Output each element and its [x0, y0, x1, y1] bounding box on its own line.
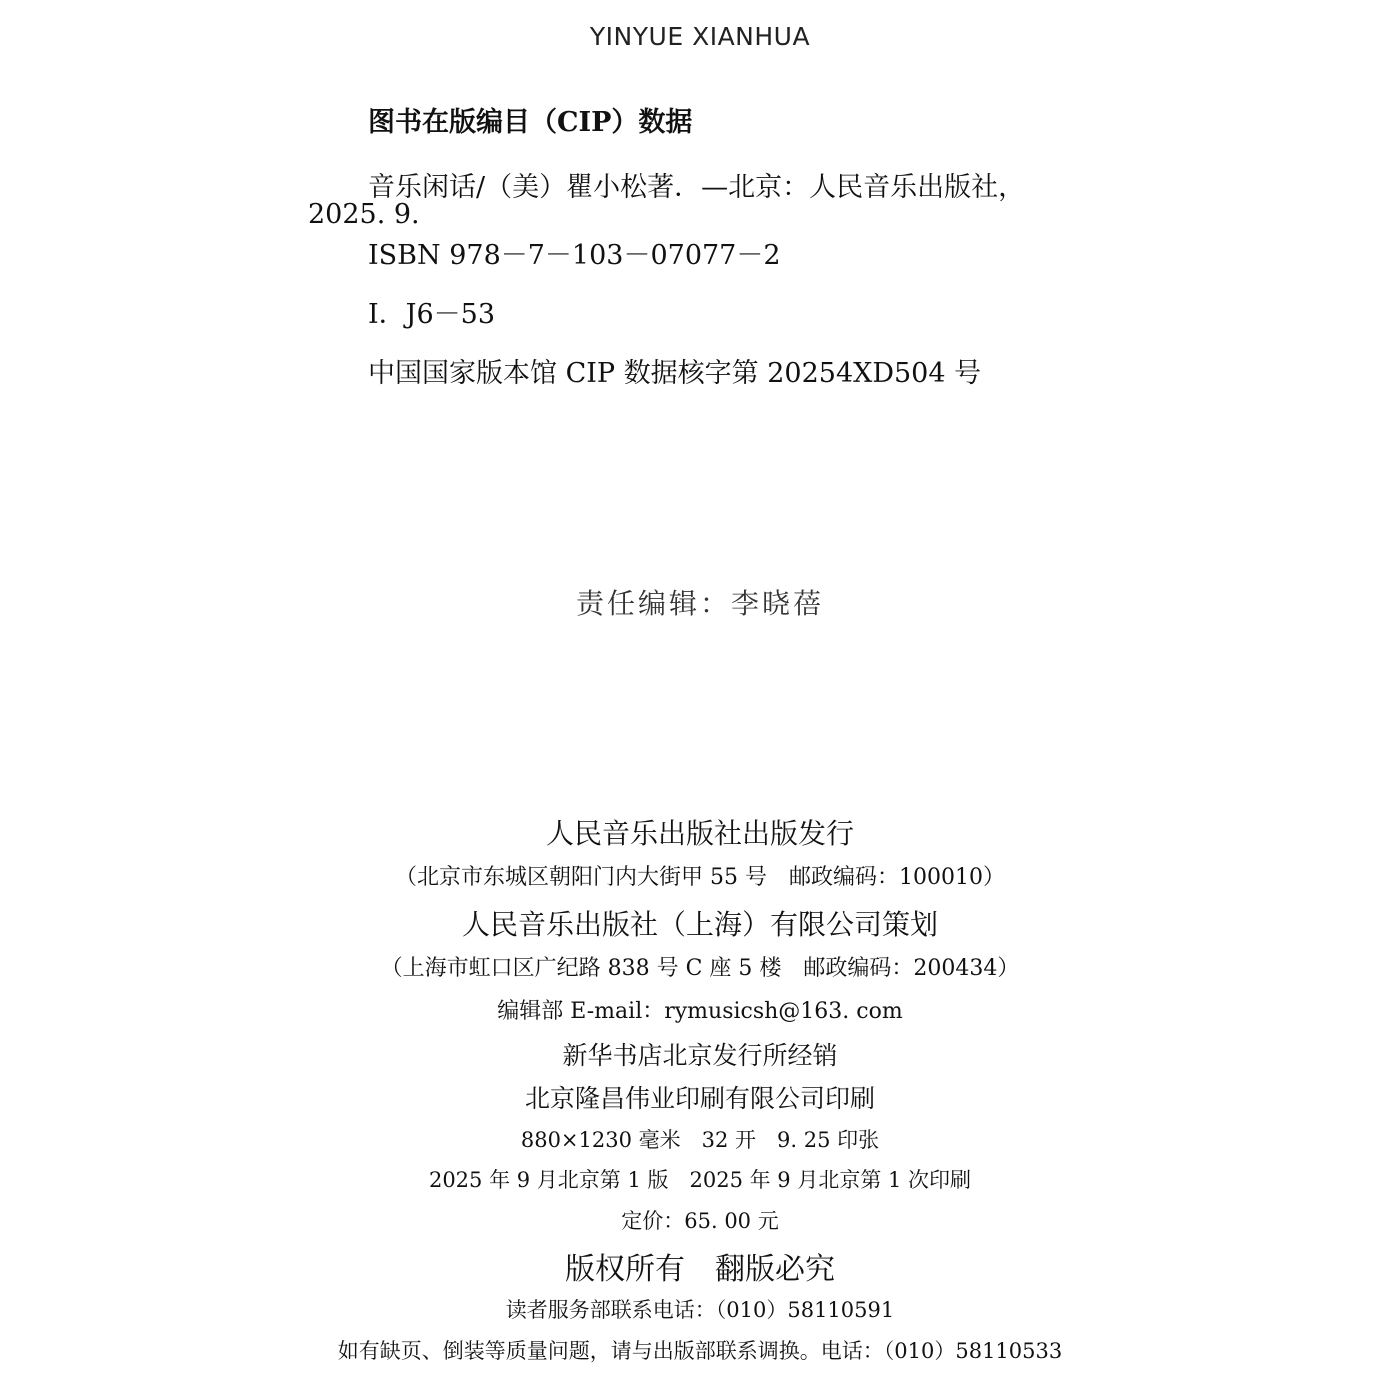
cip-description-line: 音乐闲话/（美）瞿小松著．—北京：人民音乐出版社，: [368, 172, 1026, 203]
series-pinyin-header: YINYUE XIANHUA: [589, 22, 811, 51]
cip-description-year: 2025. 9.: [308, 199, 420, 230]
copyright-notice: 版权所有 翻版必究: [565, 1252, 835, 1287]
publisher-address: （北京市东城区朝阳门内大街甲 55 号 邮政编码：100010）: [395, 865, 1005, 890]
defect-exchange-notice: 如有缺页、倒装等质量问题，请与出版部联系调换。电话：（010）58110533: [337, 1339, 1063, 1363]
editorial-email: 编辑部 E-mail：rymusicsh@163. com: [497, 999, 903, 1024]
planner-address: （上海市虹口区广纪路 838 号 C 座 5 楼 邮政编码：200434）: [380, 956, 1020, 981]
planner-line: 人民音乐出版社（上海）有限公司策划: [461, 908, 938, 941]
responsible-editor: 责任编辑：李晓蓓: [575, 587, 824, 620]
edition-info: 2025 年 9 月北京第 1 版 2025 年 9 月北京第 1 次印刷: [428, 1168, 972, 1192]
cip-isbn: ISBN 978－7－103－07077－2: [368, 240, 781, 271]
cip-classification: Ⅰ．J6－53: [368, 299, 496, 330]
distributor-line: 新华书店北京发行所经销: [562, 1041, 838, 1070]
price-line: 定价：65. 00 元: [621, 1209, 779, 1233]
publisher-line: 人民音乐出版社出版发行: [545, 817, 854, 850]
printer-line: 北京隆昌伟业印刷有限公司印刷: [524, 1084, 875, 1113]
cip-verification-number: 中国国家版本馆 CIP 数据核字第 20254XD504 号: [368, 358, 982, 389]
cip-title: 图书在版编目（CIP）数据: [368, 107, 693, 138]
format-specs: 880×1230 毫米 32 开 9. 25 印张: [520, 1128, 880, 1152]
reader-service-phone: 读者服务部联系电话：（010）58110591: [505, 1298, 895, 1322]
